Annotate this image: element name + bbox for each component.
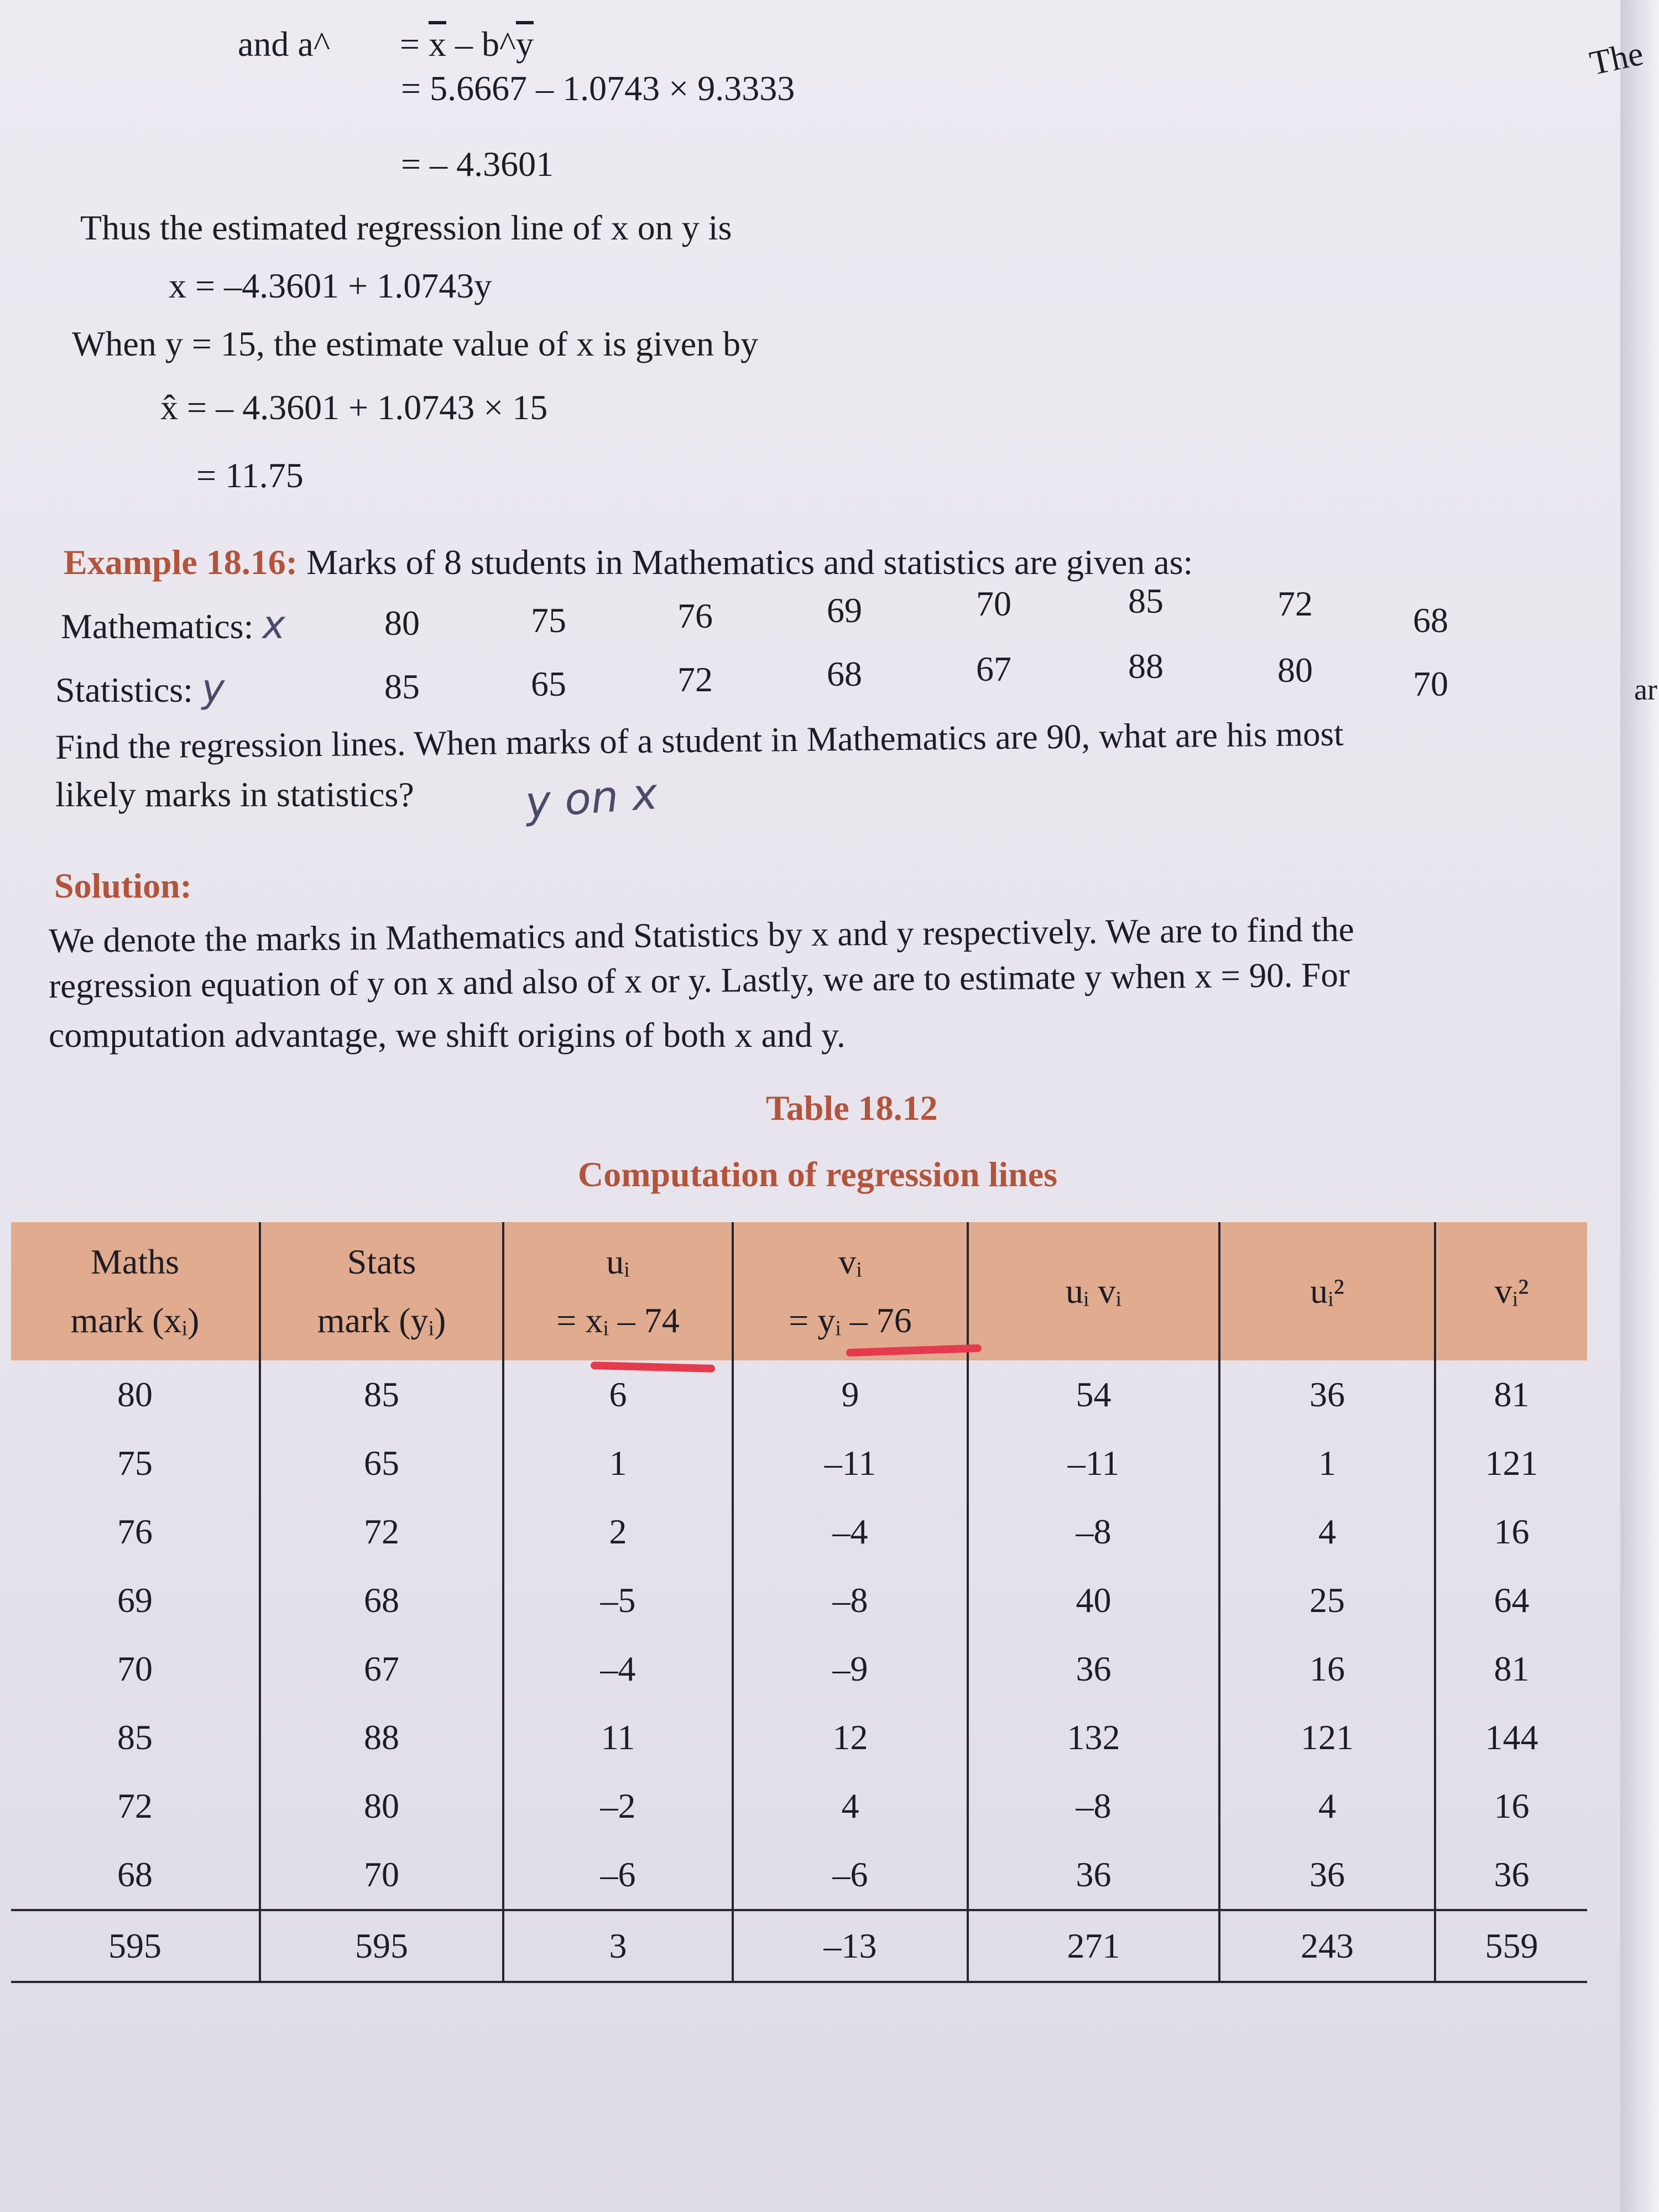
total-cell: –13 [733,1910,968,1982]
table-cell: 72 [260,1498,503,1566]
table-cell: 70 [260,1840,503,1910]
header-line: Maths [91,1242,179,1282]
table-cell: 4 [1219,1498,1435,1566]
total-cell: 3 [503,1910,733,1982]
table-cell: 68 [117,1855,153,1894]
table-totals-row [11,1910,1587,1982]
header-v-squared [1435,1222,1587,1360]
when-sentence: When y = 15, the estimate value of x is given by [72,324,759,363]
header-line: = yᵢ – 76 [789,1301,912,1340]
math-value: 68 [1413,601,1448,640]
handwritten-x: x [262,602,285,648]
stat-value: 72 [677,660,713,699]
total-cell: 243 [1219,1910,1435,1982]
stat-value: 80 [1277,650,1313,690]
header-v [733,1222,968,1360]
table-cell: –6 [503,1840,733,1910]
next-page-fragment: ar [1634,673,1657,706]
next-page-word: The [1586,34,1647,83]
table-cell: 81 [1435,1360,1587,1429]
table-caption: Table 18.12 [766,1088,938,1128]
regression-line-x-on-y: x = –4.3601 + 1.0743y [169,266,492,305]
table-cell: 25 [1219,1566,1435,1635]
table-row [11,1703,1587,1772]
x-bar: $\overline{x}$ [428,24,446,64]
computation-table [11,1222,1587,1983]
table-cell: 2 [503,1498,733,1566]
solution-para-line-2: regression equation of y on x and also of x or y. Lastly, we are to estimate y when x = 90. For [48,955,1350,1005]
question-line-2: likely marks in statistics? [55,775,414,814]
table-cell: 6 [503,1360,733,1429]
y-bar: $\overline{y}$ [515,24,534,64]
table-cell: –11 [733,1429,968,1498]
derivation-line-2: = 5.6667 – 1.0743 × 9.3333 [401,69,795,108]
solution-para-line-3: computation advantage, we shift origins of both x and y. [49,1015,846,1055]
total-cell: 595 [260,1910,503,1982]
header-line: uᵢ² [1310,1271,1344,1311]
table-cell: –8 [968,1498,1219,1566]
table-cell: –4 [503,1635,733,1703]
table-cell: 9 [733,1360,968,1429]
table-body [11,1360,1587,1982]
table-cell: 67 [260,1635,503,1703]
math-value: 85 [1128,581,1164,620]
table-cell: 81 [1435,1635,1587,1703]
example-heading [64,542,1193,582]
math-label [61,602,285,648]
handwritten-y: y [201,666,225,711]
table-cell: 16 [1435,1498,1587,1566]
math-value: 76 [677,596,713,635]
table-row [11,1360,1587,1429]
table-cell: 36 [1435,1840,1587,1910]
math-value: 70 [976,584,1011,623]
header-line: uᵢ [606,1242,630,1282]
table-cell: 69 [117,1580,153,1620]
table-cell: 144 [1435,1703,1587,1772]
math-value: 75 [531,601,566,640]
table-cell: 36 [968,1840,1219,1910]
table-cell: 54 [968,1360,1219,1429]
table-cell: 1 [503,1429,733,1498]
table-cell: 88 [260,1703,503,1772]
table-row [11,1840,1587,1910]
table-cell: 1 [1219,1429,1435,1498]
header-line: vᵢ [838,1242,862,1282]
stat-value: 70 [1413,664,1448,703]
example-text: Marks of 8 students in Mathematics and statistics are given as: [298,542,1193,582]
table-cell: 76 [117,1512,153,1551]
table-cell: –9 [733,1635,968,1703]
table-row [11,1429,1587,1498]
derivation-line-3: = – 4.3601 [401,144,554,184]
table-cell: 72 [117,1786,153,1825]
stat-value: 67 [976,649,1011,688]
table-cell: 85 [260,1360,503,1429]
x-hat-equation: x̂ = – 4.3601 + 1.0743 × 15 [160,388,548,427]
header-line: vᵢ² [1494,1271,1529,1311]
table-cell: –5 [503,1566,733,1635]
header-stats-mark [260,1222,503,1360]
table-cell: 11 [503,1703,733,1772]
question-line-1: Find the regression lines. When marks of a student in Mathematics are 90, what are his most [55,714,1344,766]
derivation-line-1 [238,24,534,64]
total-cell: 595 [11,1910,260,1982]
equals-sign: = [399,24,420,64]
math-value: 69 [827,591,862,630]
table-cell: 80 [260,1772,503,1840]
table-cell: 132 [968,1703,1219,1772]
table-cell: 4 [733,1772,968,1840]
page-edge [1620,0,1659,2212]
solution-para-line-1: We denote the marks in Mathematics and Statistics by x and y respectively. We are to find the [48,910,1354,960]
table-cell: –6 [733,1840,968,1910]
table-cell: 12 [733,1703,968,1772]
header-uv [968,1222,1219,1360]
header-line: = xᵢ – 74 [556,1301,680,1340]
table-cell: 36 [1219,1840,1435,1910]
table-cell: 4 [1219,1772,1435,1840]
table-cell: 40 [968,1566,1219,1635]
header-line: mark (yᵢ) [317,1301,446,1340]
stat-value: 88 [1128,646,1164,686]
header-line: Stats [347,1242,416,1282]
table-cell: 121 [1435,1429,1587,1498]
table-cell: 80 [117,1375,153,1414]
total-cell: 559 [1435,1910,1587,1982]
table-cell: 68 [260,1566,503,1635]
stat-value: 85 [384,667,420,706]
thus-sentence: Thus the estimated regression line of x on y is [80,208,732,247]
handwritten-y-on-x: y on x [524,769,659,828]
table-row [11,1498,1587,1566]
math-value: 80 [384,603,420,643]
table-cell: –4 [733,1498,968,1566]
table-cell: 65 [260,1429,503,1498]
header-u-squared [1219,1222,1435,1360]
solution-label: Solution: [54,866,192,905]
a-hat-label: and a^ [238,24,330,64]
table-cell: 36 [968,1635,1219,1703]
header-maths-mark [11,1222,260,1360]
x-hat-result: = 11.75 [196,456,304,495]
table-cell: –8 [733,1566,968,1635]
math-label-text: Mathematics: [61,607,254,646]
stat-label [55,666,225,711]
table-cell: 85 [117,1718,153,1757]
table-cell: –2 [503,1772,733,1840]
table-cell: 70 [117,1649,153,1688]
table-cell: 36 [1219,1360,1435,1429]
example-label: Example 18.16: [64,542,298,582]
table-cell: 75 [117,1443,153,1483]
table-header-row [11,1222,1587,1360]
header-line: mark (xᵢ) [70,1301,200,1340]
table-cell: –8 [968,1772,1219,1840]
stat-label-text: Statistics: [55,670,193,709]
table-row [11,1566,1587,1635]
minus-b-hat: – b^ [446,24,516,64]
math-value: 72 [1277,584,1313,623]
table-cell: 64 [1435,1566,1587,1635]
header-line: uᵢ vᵢ [1066,1271,1121,1311]
stat-value: 68 [827,654,862,693]
table-cell: 121 [1219,1703,1435,1772]
header-u [503,1222,733,1360]
table-cell: 16 [1219,1635,1435,1703]
table-row [11,1635,1587,1703]
table-cell: 16 [1435,1772,1587,1840]
table-title: Computation of regression lines [578,1155,1057,1194]
table-row [11,1772,1587,1840]
table-cell: –11 [968,1429,1219,1498]
total-cell: 271 [968,1910,1219,1982]
stat-value: 65 [531,664,566,703]
